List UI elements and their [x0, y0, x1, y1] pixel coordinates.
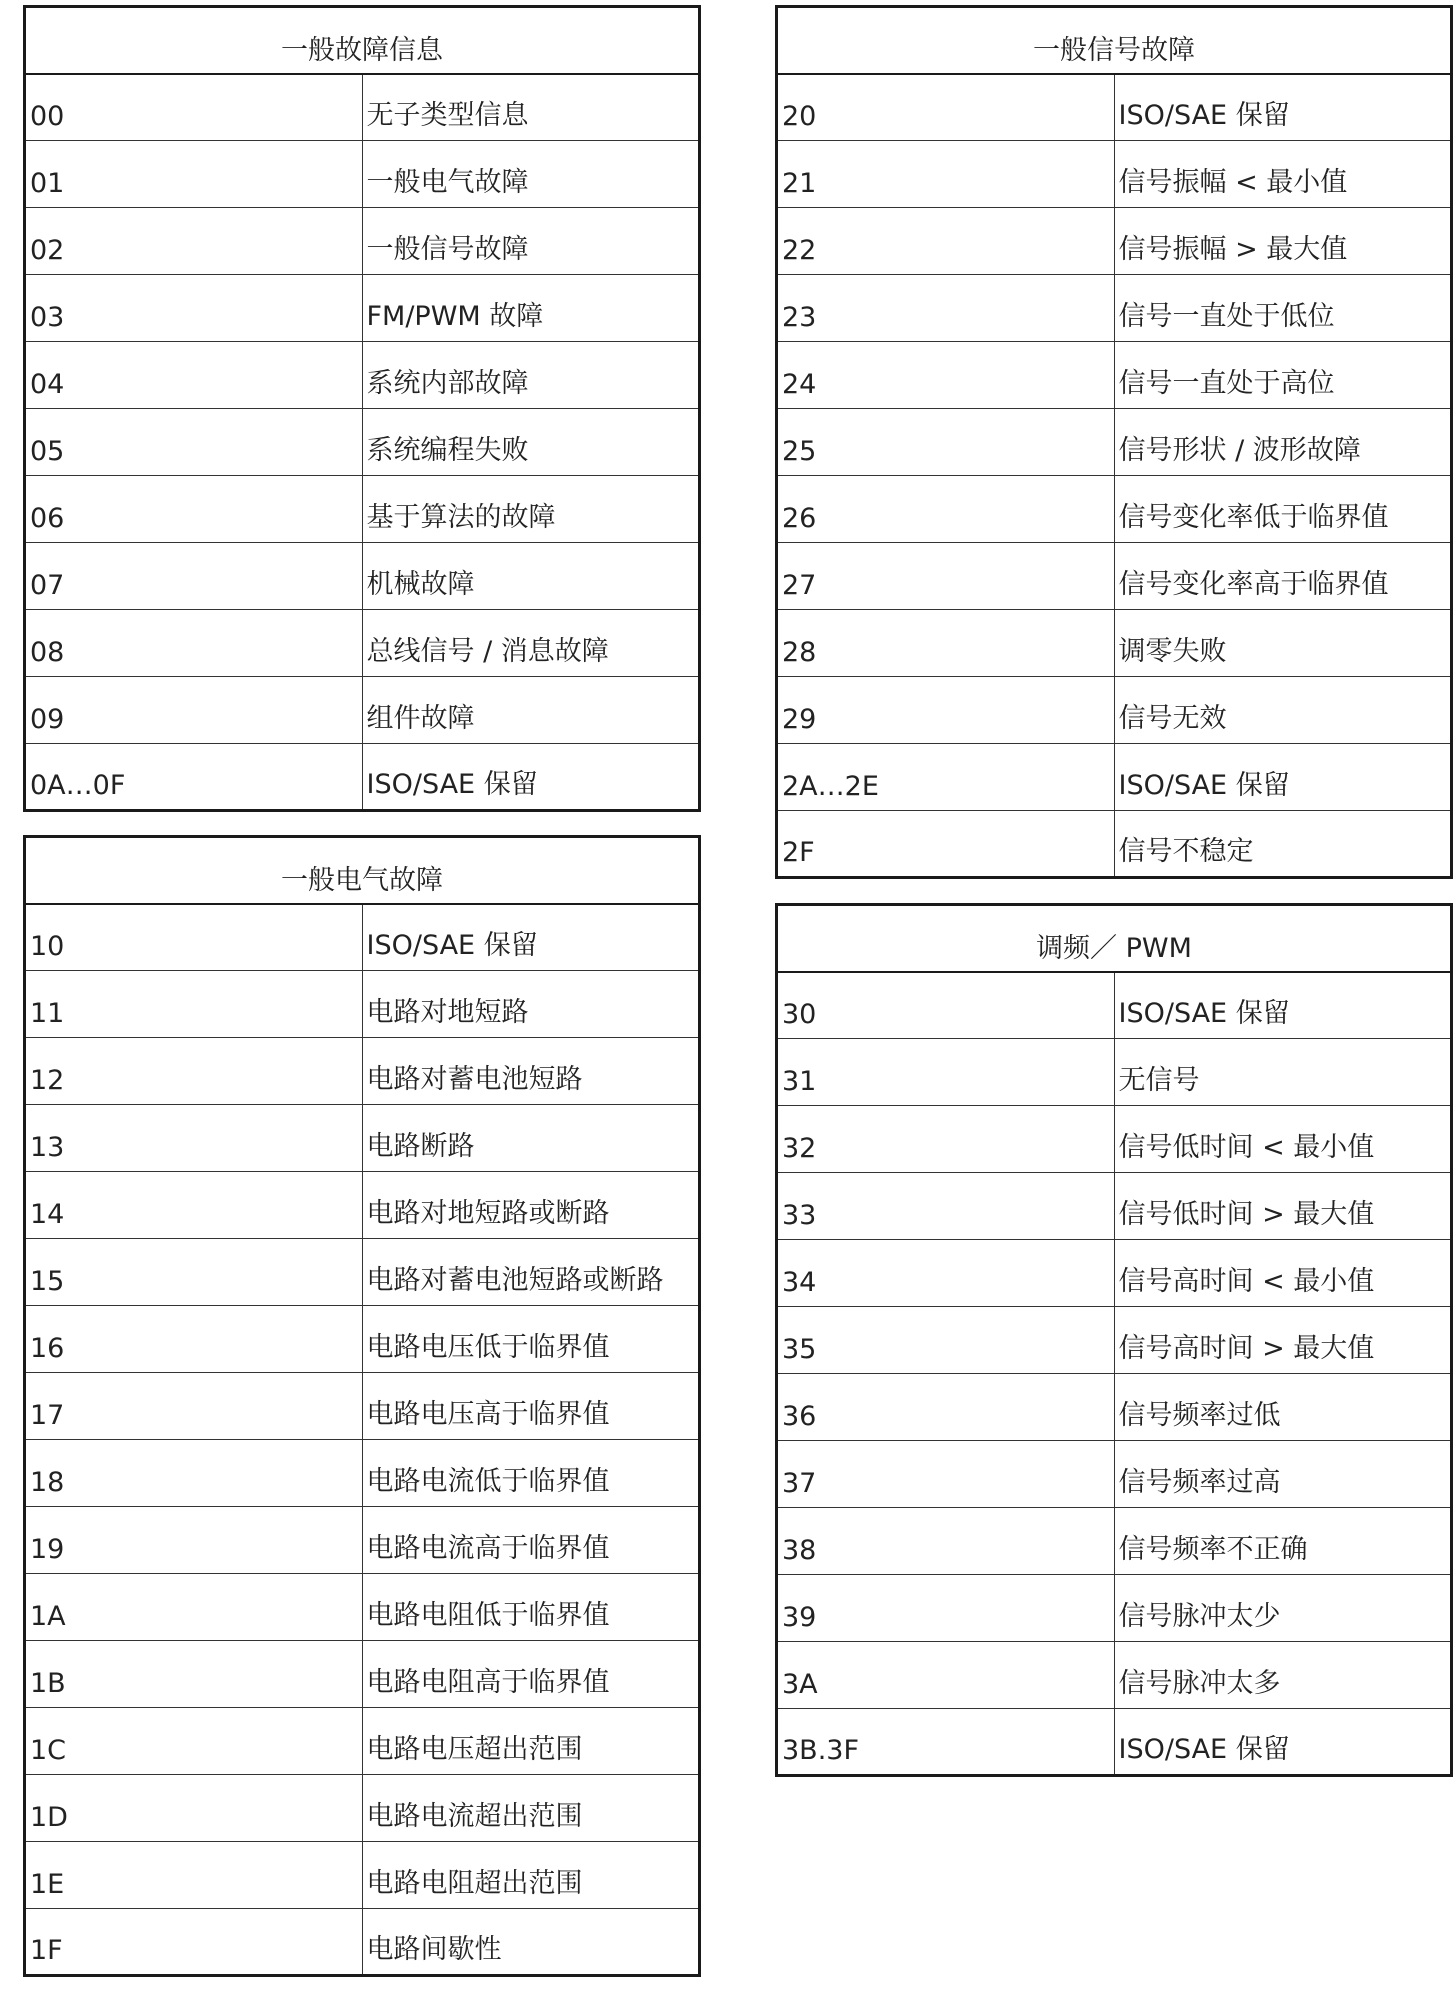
fault-description: 总线信号 / 消息故障	[362, 610, 700, 677]
table-row	[25, 1306, 700, 1373]
fault-code: 05	[25, 409, 363, 476]
fault-code: 30	[777, 972, 1115, 1039]
fault-description: 系统编程失败	[362, 409, 700, 476]
fault-description: ISO/SAE 保留	[362, 744, 700, 811]
fault-code: 11	[25, 971, 363, 1038]
fault-code: 3B.3F	[777, 1709, 1115, 1776]
table-row	[777, 74, 1452, 141]
fault-description: 调零失败	[1114, 610, 1452, 677]
fault-code: 13	[25, 1105, 363, 1172]
fault-code: 32	[777, 1106, 1115, 1173]
fault-description: 无信号	[1114, 1039, 1452, 1106]
fault-description: 一般信号故障	[362, 208, 700, 275]
fault-description: 信号高时间 > 最大值	[1114, 1307, 1452, 1374]
table-row	[25, 476, 700, 543]
fault-description: 电路对蓄电池短路或断路	[362, 1239, 700, 1306]
fault-code: 1F	[25, 1909, 363, 1976]
table-row	[25, 141, 700, 208]
table-row	[777, 1709, 1452, 1776]
fault-code: 04	[25, 342, 363, 409]
table-row	[777, 1173, 1452, 1240]
fault-description: 信号振幅 > 最大值	[1114, 208, 1452, 275]
fault-code: 23	[777, 275, 1115, 342]
fault-code: 02	[25, 208, 363, 275]
fault-code: 19	[25, 1507, 363, 1574]
fault-description: 信号振幅 < 最小值	[1114, 141, 1452, 208]
fault-description: 电路电流超出范围	[362, 1775, 700, 1842]
fault-code: 09	[25, 677, 363, 744]
fault-description: 电路电压超出范围	[362, 1708, 700, 1775]
fault-description: 机械故障	[362, 543, 700, 610]
fault-description: ISO/SAE 保留	[1114, 1709, 1452, 1776]
fault-code: 25	[777, 409, 1115, 476]
table-row	[25, 409, 700, 476]
fault-code: 33	[777, 1173, 1115, 1240]
table-title: 一般电气故障	[25, 837, 700, 904]
table-row	[777, 677, 1452, 744]
fault-description: 信号高时间 < 最小值	[1114, 1240, 1452, 1307]
table-row	[25, 1172, 700, 1239]
fault-code: 1E	[25, 1842, 363, 1909]
fault-description: 电路电阻超出范围	[362, 1842, 700, 1909]
table-row	[25, 1842, 700, 1909]
table-row	[777, 409, 1452, 476]
fault-code: 18	[25, 1440, 363, 1507]
table-row	[25, 1507, 700, 1574]
fault-code: 28	[777, 610, 1115, 677]
fault-description: 信号不稳定	[1114, 811, 1452, 878]
fault-code: 27	[777, 543, 1115, 610]
table-row	[25, 342, 700, 409]
table-row	[777, 342, 1452, 409]
table-row	[777, 1441, 1452, 1508]
fault-description: 信号频率过低	[1114, 1374, 1452, 1441]
table-row	[777, 1575, 1452, 1642]
table-row	[777, 476, 1452, 543]
fault-description: 信号脉冲太少	[1114, 1575, 1452, 1642]
fault-code: 1B	[25, 1641, 363, 1708]
table-row	[25, 74, 700, 141]
fault-description: 电路电阻低于临界值	[362, 1574, 700, 1641]
table-row	[777, 610, 1452, 677]
fault-code: 08	[25, 610, 363, 677]
table-general-electrical-fault	[23, 835, 701, 1977]
table-row	[25, 1038, 700, 1105]
fault-description: 信号变化率高于临界值	[1114, 543, 1452, 610]
fault-description: 组件故障	[362, 677, 700, 744]
fault-description: 电路电压高于临界值	[362, 1373, 700, 1440]
table-row	[25, 275, 700, 342]
fault-code: 22	[777, 208, 1115, 275]
fault-description: 电路间歇性	[362, 1909, 700, 1976]
table-row	[777, 1240, 1452, 1307]
table-row	[25, 1641, 700, 1708]
fault-code: 2F	[777, 811, 1115, 878]
fault-description: 电路对地短路	[362, 971, 700, 1038]
fault-description: 一般电气故障	[362, 141, 700, 208]
fault-code: 36	[777, 1374, 1115, 1441]
fault-description: 信号频率过高	[1114, 1441, 1452, 1508]
table-row	[777, 543, 1452, 610]
table-row	[25, 904, 700, 971]
fault-code: 17	[25, 1373, 363, 1440]
fault-code: 03	[25, 275, 363, 342]
table-row	[777, 1374, 1452, 1441]
table-row	[777, 744, 1452, 811]
table-row	[25, 971, 700, 1038]
fault-description: 电路对地短路或断路	[362, 1172, 700, 1239]
fault-code: 2A…2E	[777, 744, 1115, 811]
fault-code: 31	[777, 1039, 1115, 1106]
fault-description: ISO/SAE 保留	[1114, 972, 1452, 1039]
fault-description: 信号频率不正确	[1114, 1508, 1452, 1575]
table-row	[25, 1708, 700, 1775]
table-row	[777, 1106, 1452, 1173]
fault-code: 16	[25, 1306, 363, 1373]
fault-code: 14	[25, 1172, 363, 1239]
fault-code: 20	[777, 74, 1115, 141]
fault-code: 35	[777, 1307, 1115, 1374]
fault-code: 1C	[25, 1708, 363, 1775]
fault-description: 信号变化率低于临界值	[1114, 476, 1452, 543]
fault-description: 电路电压低于临界值	[362, 1306, 700, 1373]
fault-description: 电路断路	[362, 1105, 700, 1172]
fault-description: 电路电流低于临界值	[362, 1440, 700, 1507]
fault-description: 信号一直处于低位	[1114, 275, 1452, 342]
fault-code: 12	[25, 1038, 363, 1105]
fault-code: 07	[25, 543, 363, 610]
table-row	[25, 744, 700, 811]
table-row	[777, 811, 1452, 878]
fault-code: 1A	[25, 1574, 363, 1641]
fault-code: 06	[25, 476, 363, 543]
table-row	[25, 1105, 700, 1172]
table-row	[25, 1574, 700, 1641]
table-row	[777, 1307, 1452, 1374]
table-general-signal-fault	[775, 5, 1453, 879]
fault-code: 37	[777, 1441, 1115, 1508]
fault-code: 1D	[25, 1775, 363, 1842]
fault-description: 电路电阻高于临界值	[362, 1641, 700, 1708]
table-row	[777, 1039, 1452, 1106]
table-row	[25, 208, 700, 275]
table-row	[25, 1239, 700, 1306]
table-title: 调频／ PWM	[777, 905, 1452, 972]
fault-code: 24	[777, 342, 1115, 409]
table-row	[777, 208, 1452, 275]
fault-code: 01	[25, 141, 363, 208]
fault-description: 信号低时间 > 最大值	[1114, 1173, 1452, 1240]
fault-code: 38	[777, 1508, 1115, 1575]
fault-code: 26	[777, 476, 1115, 543]
fault-description: 电路电流高于临界值	[362, 1507, 700, 1574]
fault-code: 0A…0F	[25, 744, 363, 811]
table-row	[25, 610, 700, 677]
fault-description: ISO/SAE 保留	[1114, 74, 1452, 141]
table-row	[25, 677, 700, 744]
table-row	[777, 141, 1452, 208]
table-row	[25, 1775, 700, 1842]
fault-code: 00	[25, 74, 363, 141]
table-row	[777, 1642, 1452, 1709]
fault-description: 电路对蓄电池短路	[362, 1038, 700, 1105]
fault-description: 信号脉冲太多	[1114, 1642, 1452, 1709]
fault-description: 信号低时间 < 最小值	[1114, 1106, 1452, 1173]
fault-description: 信号无效	[1114, 677, 1452, 744]
table-row	[777, 275, 1452, 342]
table-title: 一般故障信息	[25, 7, 700, 74]
table-row	[25, 543, 700, 610]
fault-code: 15	[25, 1239, 363, 1306]
fault-description: 信号一直处于高位	[1114, 342, 1452, 409]
table-row	[25, 1440, 700, 1507]
fault-code: 34	[777, 1240, 1115, 1307]
fault-code: 21	[777, 141, 1115, 208]
fault-code: 29	[777, 677, 1115, 744]
table-general-fault-info	[23, 5, 701, 812]
fault-code: 10	[25, 904, 363, 971]
fault-description: ISO/SAE 保留	[362, 904, 700, 971]
fault-code: 3A	[777, 1642, 1115, 1709]
fault-description: 信号形状 / 波形故障	[1114, 409, 1452, 476]
fault-description: FM/PWM 故障	[362, 275, 700, 342]
fault-description: 基于算法的故障	[362, 476, 700, 543]
fault-description: 无子类型信息	[362, 74, 700, 141]
table-row	[777, 1508, 1452, 1575]
table-row	[25, 1373, 700, 1440]
fault-description: ISO/SAE 保留	[1114, 744, 1452, 811]
fault-description: 系统内部故障	[362, 342, 700, 409]
table-title: 一般信号故障	[777, 7, 1452, 74]
table-row	[25, 1909, 700, 1976]
table-fm-pwm	[775, 903, 1453, 1777]
fault-code: 39	[777, 1575, 1115, 1642]
table-row	[777, 972, 1452, 1039]
